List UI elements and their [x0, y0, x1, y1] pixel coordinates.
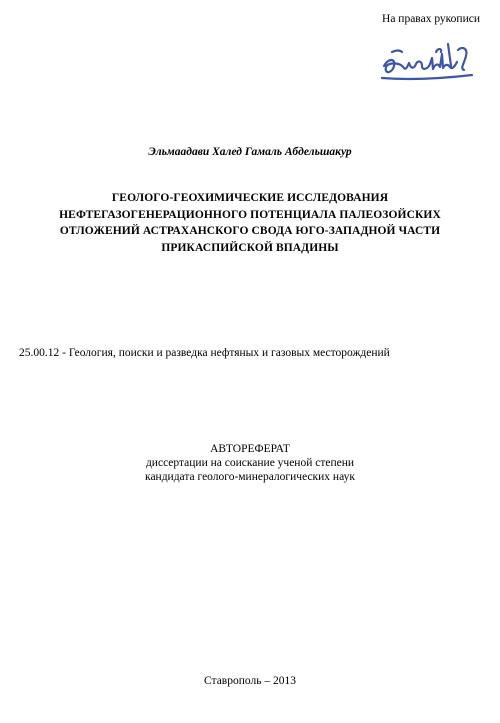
abstract-line: кандидата геолого-минералогических наук — [145, 471, 355, 483]
handwritten-signature — [378, 36, 478, 86]
author-name: Эльмаадави Халед Гамаль Абдельшакур — [148, 146, 352, 158]
dissertation-title — [10, 190, 490, 256]
rights-note: На правах рукописи — [382, 13, 480, 25]
abstract-line: диссертации на соискание ученой степени — [145, 457, 355, 469]
city-year: Ставрополь – 2013 — [204, 675, 296, 687]
title-line: ПРИКАСПИЙСКОЙ ВПАДИНЫ — [161, 241, 339, 254]
abstract-block — [0, 442, 500, 484]
title-line: ГЕОЛОГО-ГЕОХИМИЧЕСКИЕ ИССЛЕДОВАНИЯ — [111, 192, 389, 204]
title-line: НЕФТЕГАЗОГЕНЕРАЦИОННОГО ПОТЕНЦИАЛА ПАЛЕОЗОЙСКИХ — [59, 208, 441, 221]
title-line: ОТЛОЖЕНИЙ АСТРАХАНСКОГО СВОДА ЮГО-ЗАПАДНОЙ ЧАСТИ — [59, 225, 441, 237]
abstract-heading: АВТОРЕФЕРАТ — [210, 443, 290, 455]
specialty-code: 25.00.12 - Геология, поиски и разведка нефтяных и газовых месторождений — [19, 347, 390, 359]
